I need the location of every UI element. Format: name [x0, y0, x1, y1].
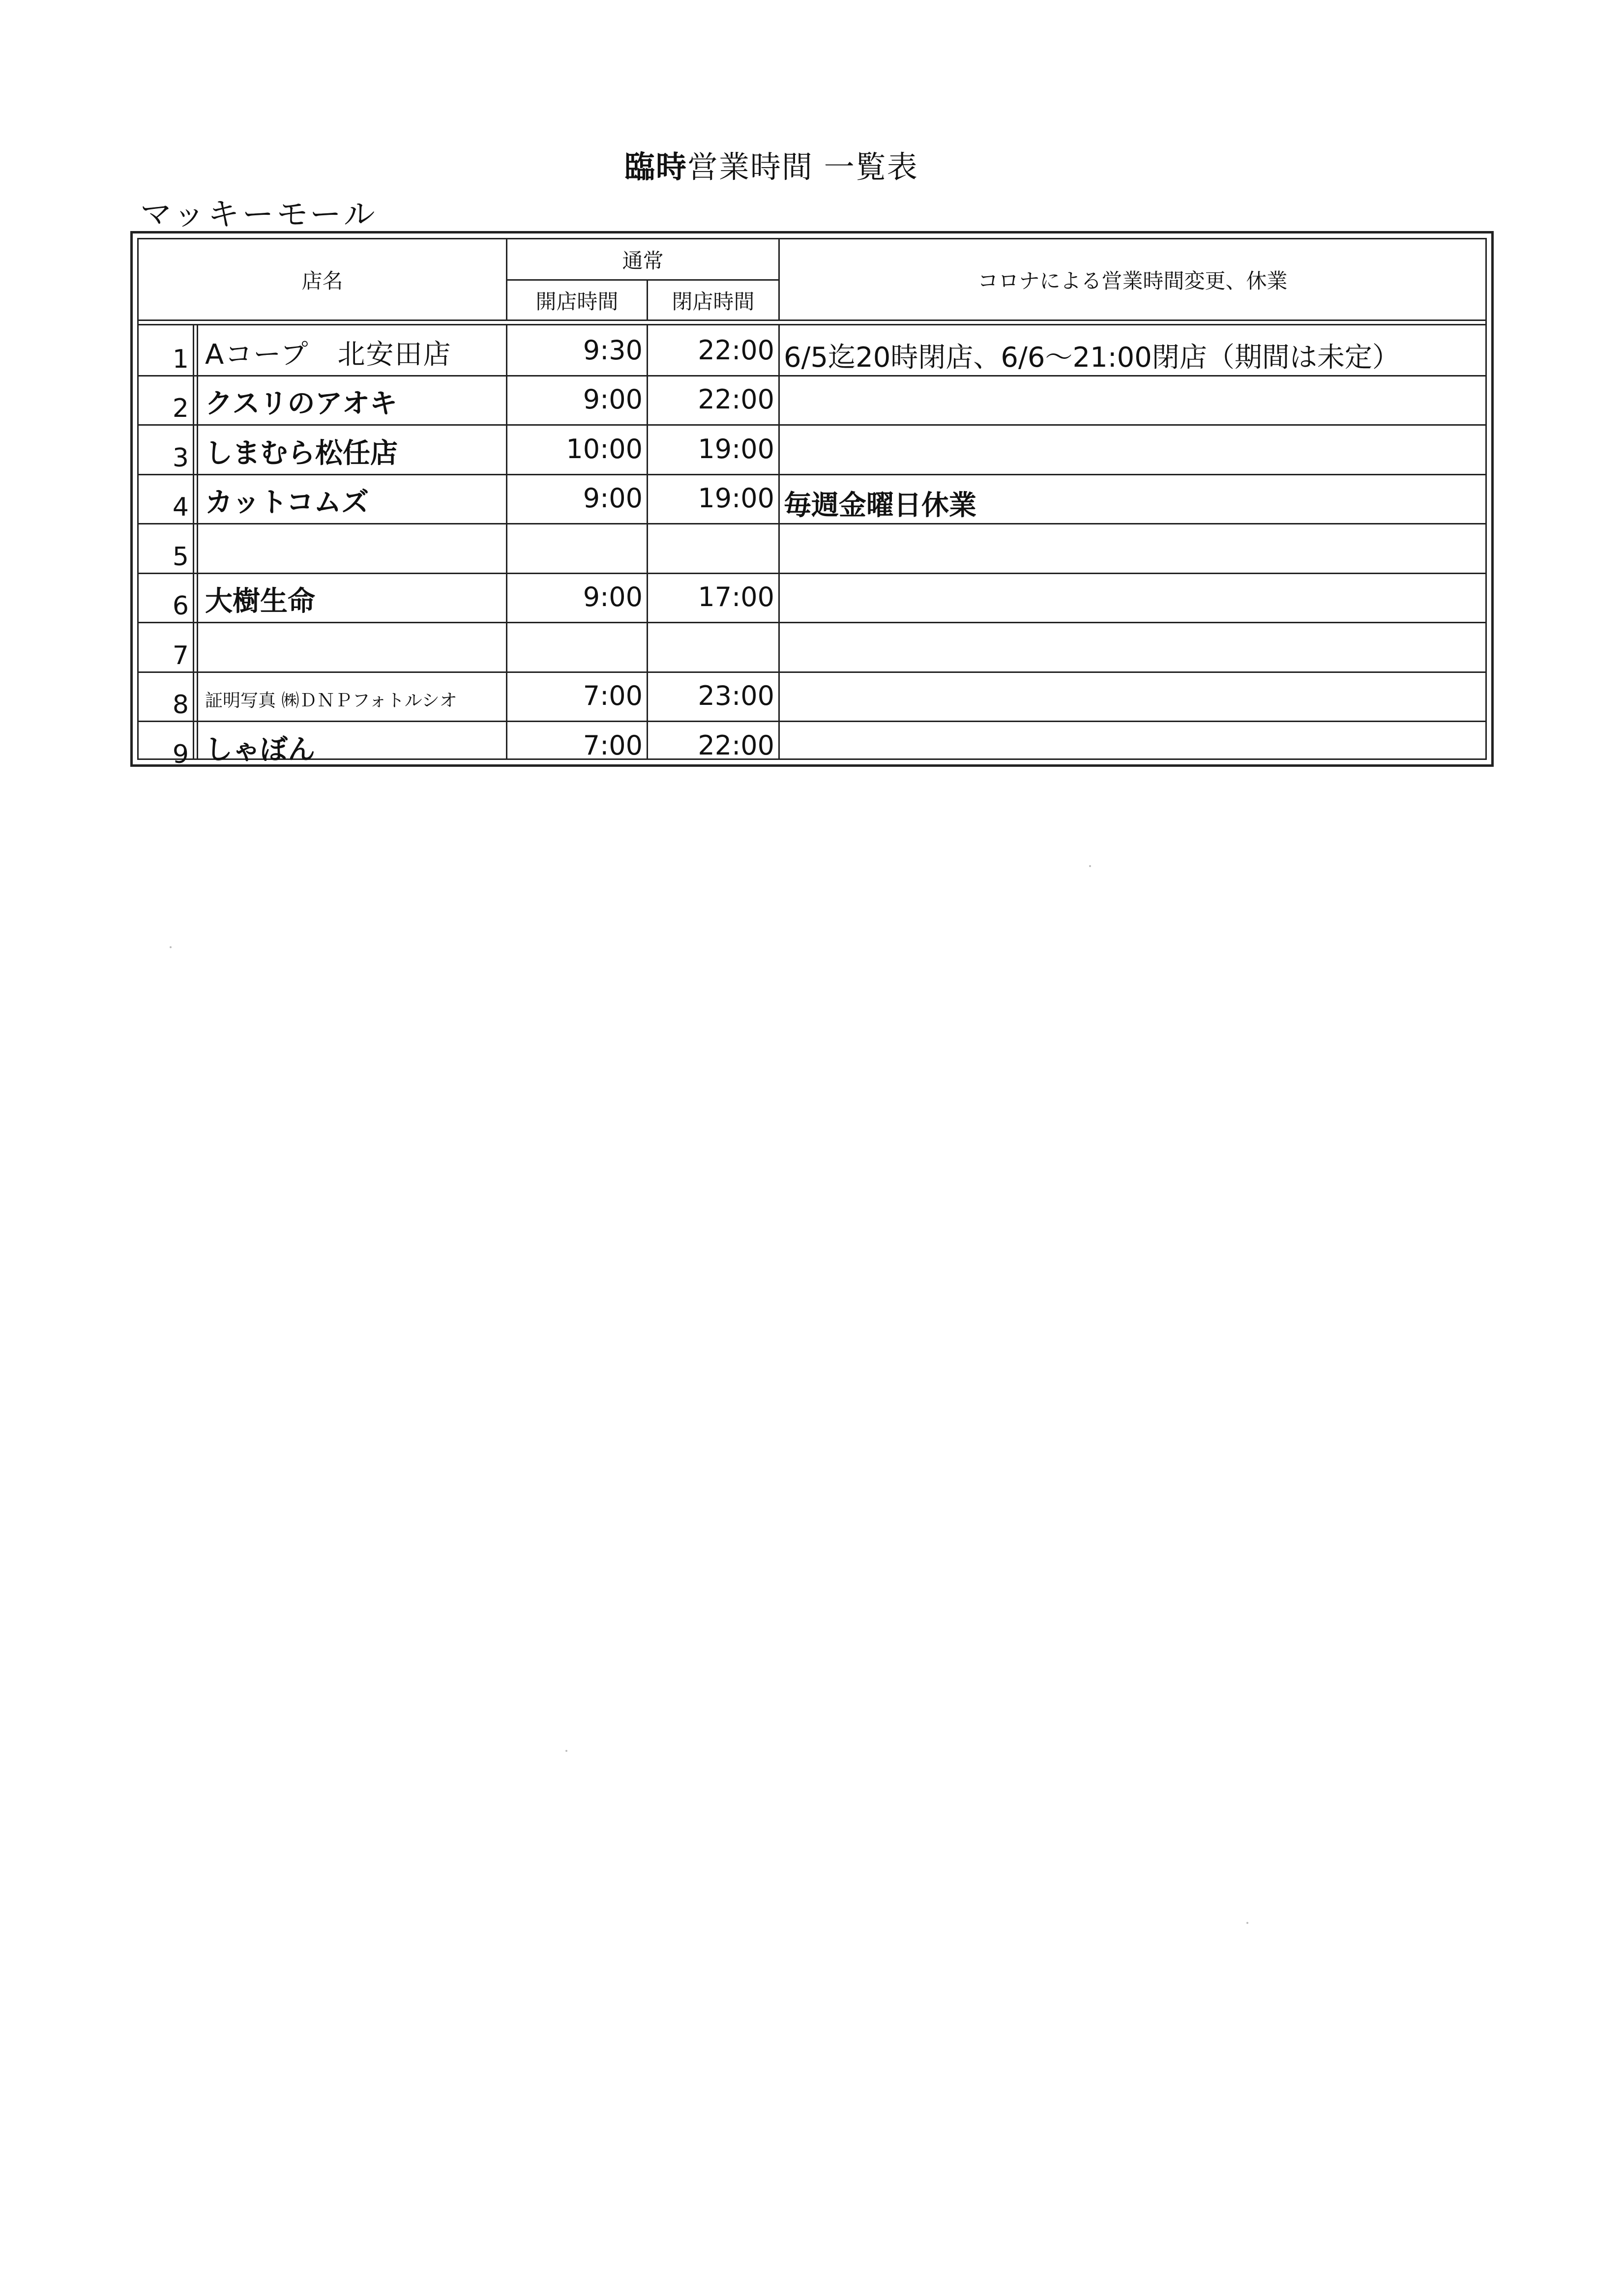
store-name — [198, 523, 506, 573]
row-number: 5 — [172, 542, 189, 572]
body-vline — [193, 325, 194, 758]
store-name: 大樹生命 — [205, 585, 315, 617]
row-number: 9 — [172, 739, 189, 769]
change-note — [780, 622, 1491, 671]
row-number: 1 — [172, 344, 189, 374]
store-name: しまむら松任店 — [205, 437, 398, 469]
scan-speck — [170, 946, 172, 948]
open-time: 10:00 — [566, 433, 643, 465]
close-time: 19:00 — [698, 483, 774, 514]
store-name: クスリのアオキ — [205, 388, 397, 420]
change-note: 6/5迄20時閉店、6/6～21:00閉店（期間は未定） — [784, 341, 1400, 374]
close-time: 23:00 — [698, 680, 774, 712]
store-name: Aコープ 北安田店 — [205, 338, 452, 371]
row-number: 8 — [172, 690, 189, 720]
title-rest: 営業時間 一覧表 — [687, 149, 918, 185]
store-name: しゃぼん — [205, 733, 315, 766]
store-name: カットコムズ — [205, 487, 369, 519]
scan-speck — [1246, 1922, 1248, 1924]
scan-speck — [565, 1750, 567, 1752]
open-time: 9:00 — [583, 384, 643, 415]
header-store: 店名 — [301, 268, 343, 293]
open-time: 9:00 — [583, 581, 643, 613]
change-note: 毎週金曜日休業 — [784, 490, 976, 522]
open-time — [507, 523, 647, 573]
row-number: 3 — [172, 443, 189, 473]
open-time: 7:00 — [583, 680, 643, 712]
change-note — [780, 573, 1491, 622]
open-time: 9:00 — [583, 483, 643, 514]
row-number: 6 — [172, 591, 189, 621]
close-time: 17:00 — [698, 581, 774, 613]
store-name — [198, 622, 506, 671]
row-number: 4 — [172, 493, 189, 522]
title-bold: 臨時 — [624, 149, 688, 185]
header-normal: 通常 — [622, 248, 664, 273]
hours-table-inner — [137, 238, 1487, 769]
close-time — [648, 622, 778, 671]
change-note — [780, 375, 1491, 425]
row-number: 7 — [172, 640, 189, 670]
close-time: 22:00 — [698, 384, 774, 415]
store-name: 証明写真 ㈱ＤＮＰフォトルシオ — [205, 691, 457, 711]
header-close-time: 閉店時間 — [672, 289, 755, 314]
page-title — [624, 143, 918, 186]
header-change: コロナによる営業時間変更、休業 — [977, 268, 1288, 293]
close-time — [648, 523, 778, 573]
change-note — [780, 671, 1491, 721]
close-time: 22:00 — [698, 729, 774, 761]
change-note — [780, 721, 1491, 770]
close-time: 19:00 — [698, 433, 774, 465]
header-divider — [139, 320, 1485, 321]
row-number: 2 — [172, 394, 189, 423]
scan-speck — [1089, 865, 1091, 867]
open-time: 9:30 — [583, 334, 643, 366]
change-note — [780, 424, 1491, 474]
mall-name: マッキーモール — [140, 197, 378, 233]
hours-table — [130, 231, 1494, 767]
open-time — [507, 622, 647, 671]
open-time: 7:00 — [583, 729, 643, 761]
close-time: 22:00 — [698, 334, 774, 366]
change-note — [780, 523, 1491, 573]
header-open-time: 開店時間 — [535, 289, 619, 314]
